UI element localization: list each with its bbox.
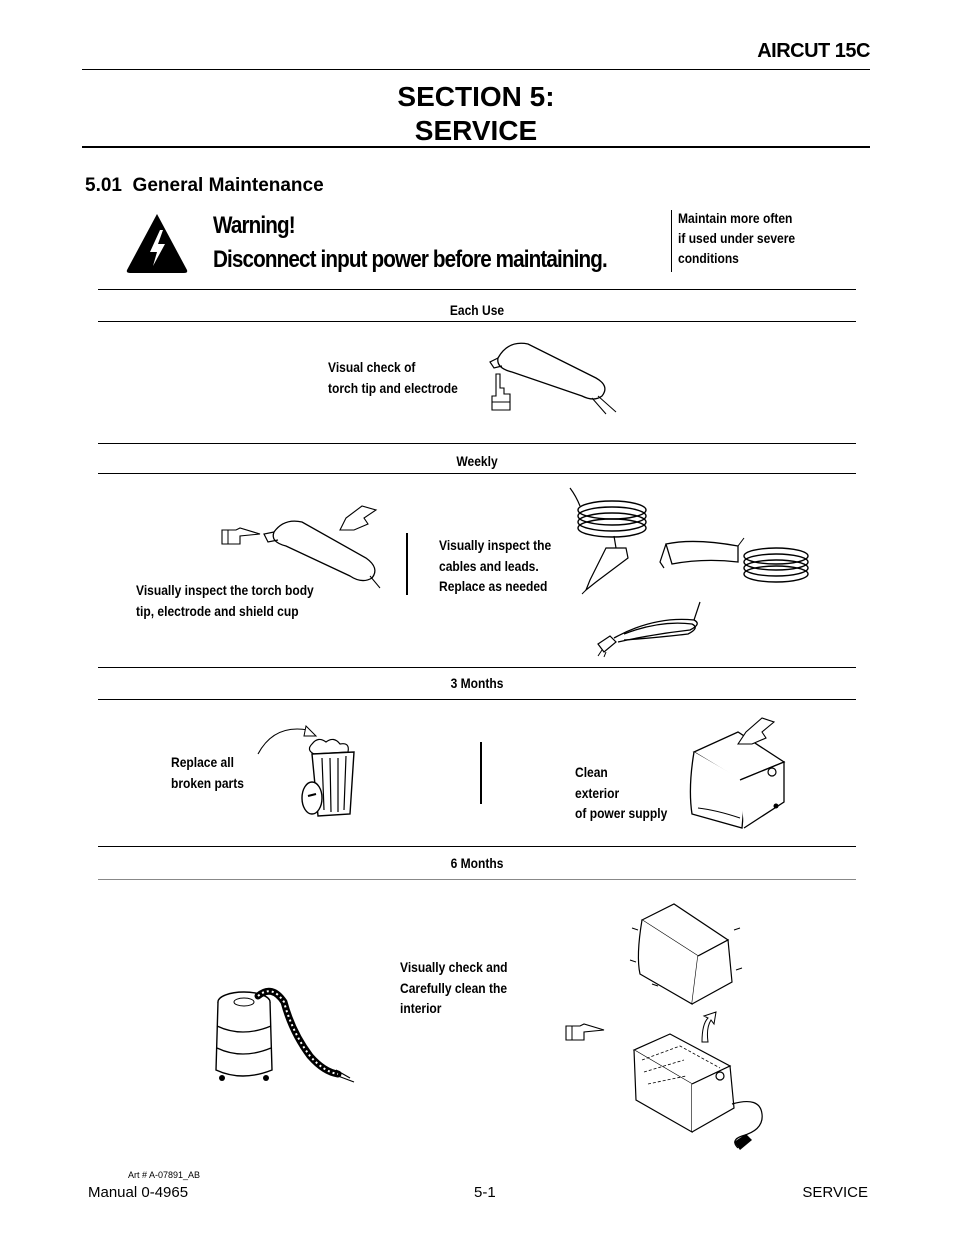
- band-rule: [98, 321, 856, 322]
- power-supply-interior-illustration: [630, 1020, 770, 1152]
- task-line: Carefully clean the: [400, 979, 508, 996]
- task-line: Replace as needed: [439, 578, 548, 594]
- band-rule: [98, 289, 856, 290]
- power-supply-cover-illustration: [628, 900, 742, 1010]
- task-label-clean-exterior: [575, 762, 667, 824]
- task-line: broken parts: [171, 774, 244, 791]
- footer-section-name: SERVICE: [802, 1184, 868, 1201]
- task-label-torch-body: [136, 580, 314, 621]
- task-line: Visually check and: [400, 959, 508, 975]
- task-line: Visual check of: [328, 359, 416, 375]
- vacuum-cleaner-illustration: [212, 982, 358, 1088]
- section-rule: [82, 146, 870, 148]
- subsection-title: General Maintenance: [132, 175, 324, 196]
- side-note-bar: [671, 210, 672, 272]
- band-rule: [98, 443, 856, 444]
- task-line: Replace all: [171, 754, 234, 770]
- art-number: Art # A-07891_AB: [128, 1170, 201, 1180]
- task-label-clean-interior: [400, 957, 508, 1019]
- pointing-hand-icon: [564, 1022, 606, 1044]
- pointing-hand-icon: [736, 716, 776, 746]
- side-note-line: Maintain more often: [678, 210, 793, 226]
- task-line: of power supply: [575, 805, 668, 821]
- power-cord-illustration: [594, 600, 708, 658]
- trash-can-icon: [298, 736, 368, 820]
- torch-lead-illustration: [654, 534, 814, 590]
- pointing-hand-icon: [338, 504, 378, 532]
- pointing-hand-icon: [490, 372, 512, 412]
- header-rule: [82, 69, 870, 70]
- section-title-line2: SERVICE: [414, 115, 538, 146]
- interval-label-weekly: Weekly: [456, 453, 498, 469]
- product-name: AIRCUT 15C: [757, 40, 870, 62]
- band-rule: [98, 699, 856, 700]
- section-title-line1: SECTION 5:: [397, 81, 555, 112]
- subsection-number: 5.01: [85, 175, 122, 196]
- task-line: exterior: [575, 784, 620, 801]
- work-clamp-cable-illustration: [566, 486, 650, 596]
- task-line: torch tip and electrode: [328, 379, 458, 396]
- footer-page-number: 5-1: [474, 1184, 496, 1201]
- footer-manual-number: Manual 0-4965: [88, 1184, 189, 1201]
- task-line: Clean: [575, 764, 608, 780]
- column-divider: [480, 742, 482, 804]
- task-label-replace-parts: [171, 752, 244, 793]
- interval-label-each-use: Each Use: [449, 302, 505, 318]
- band-rule: [98, 879, 856, 880]
- warning-message: Disconnect input power before maintaining.: [213, 246, 607, 273]
- pointing-hand-icon: [220, 526, 262, 548]
- column-divider: [406, 533, 408, 595]
- interval-label-3-months: 3 Months: [450, 675, 504, 691]
- band-rule: [98, 667, 856, 668]
- task-line: tip, electrode and shield cup: [136, 602, 299, 619]
- task-label-cables: [439, 535, 551, 597]
- side-note-line: conditions: [678, 250, 739, 266]
- task-line: Visually inspect the torch body: [136, 582, 314, 598]
- warning-title: Warning!: [213, 212, 295, 239]
- task-line: Visually inspect the: [439, 537, 552, 553]
- interval-label-6-months: 6 Months: [450, 855, 504, 871]
- task-line: interior: [400, 1000, 442, 1016]
- band-rule: [98, 473, 856, 474]
- band-rule: [98, 846, 856, 847]
- task-label-torch-tip-check: [328, 357, 458, 398]
- section-title: [82, 80, 870, 148]
- side-note: [678, 208, 795, 268]
- side-note-line: if used under severe: [678, 230, 796, 246]
- electrical-hazard-icon: [125, 212, 189, 274]
- task-line: cables and leads.: [439, 557, 539, 574]
- subsection-heading: [85, 175, 324, 197]
